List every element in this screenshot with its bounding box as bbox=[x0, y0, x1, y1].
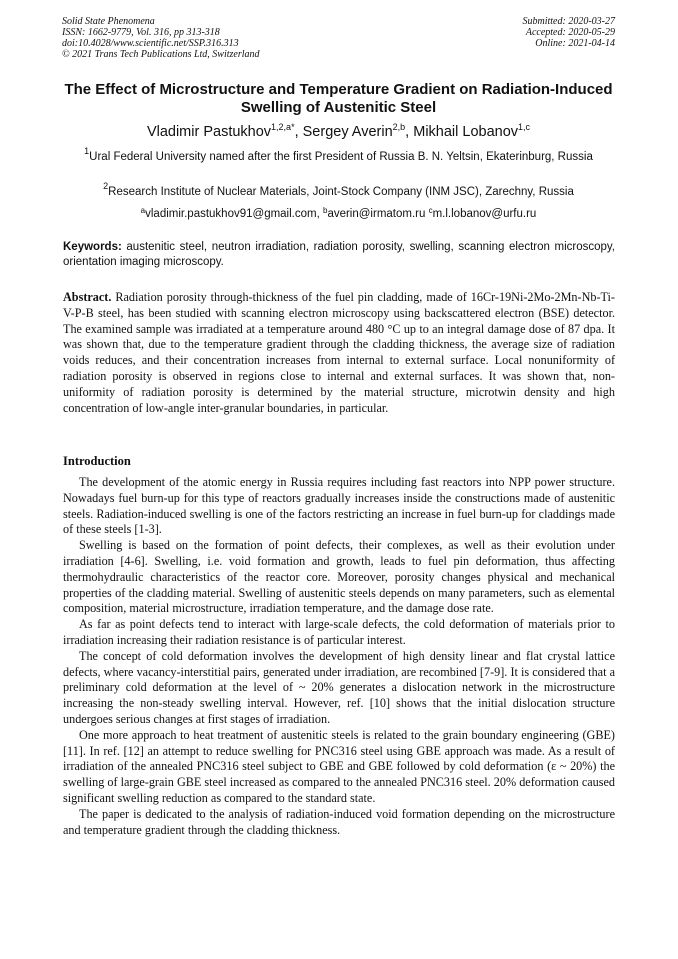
affiliation-text: Ural Federal University named after the first President of Russia B. N. Yeltsin, Ekaterinburg, Russia bbox=[89, 151, 593, 163]
paragraph: As far as point defects tend to interact with large-scale defects, the cold deformation of materials prior to irradiation increasing their radiation resistance is of particular interest. bbox=[63, 617, 615, 647]
affiliation-text: Research Institute of Nuclear Materials, Joint-Stock Company (INM JSC), Zarechny, Russia bbox=[108, 186, 574, 198]
author-superscript: 1,2,a* bbox=[271, 122, 295, 132]
abstract-section bbox=[63, 290, 615, 416]
introduction-heading: Introduction bbox=[63, 454, 131, 468]
keywords-section bbox=[63, 240, 615, 270]
paragraph: Swelling is based on the formation of point defects, their complexes, as well as their evolution under irradiation [4-6]. Swelling, i.e. void formation and growth, leads to fuel pin deformation, thus affecting thermohydraulic characteristics of the reactor core. Moreover, porosity changes physical and mechanical properties of the cladding material. Swelling of austenitic steels depends on many parameters, such as elemental composition, material microstructure, irradiation temperature, and the damage dose rate. bbox=[63, 538, 615, 616]
affiliation-superscript: 2 bbox=[103, 181, 109, 191]
issn-line: ISSN: 1662-9779, Vol. 316, pp 313-318 bbox=[62, 27, 220, 38]
online-date: Online: 2021-04-14 bbox=[535, 38, 615, 49]
author-separator: , bbox=[405, 124, 414, 140]
journal-header bbox=[62, 16, 362, 60]
keywords-text: austenitic steel, neutron irradiation, radiation porosity, swelling, scanning electron microscopy, orientation imaging microscopy. bbox=[63, 241, 615, 268]
author-separator: , bbox=[294, 124, 303, 140]
abstract-label: Abstract. bbox=[63, 290, 112, 304]
abstract-text: Radiation porosity through-thickness of the fuel pin cladding, made of 16Cr-19Ni-2Mo-2Mn-Nb-Ti-V-P-B steel, has been studied with scanning electron microscopy using backscattered electron (BSE) detector. The examined sample was irradiated at a temperature around 480 °C up to an integral damage dose of 87 dpa. It was shown that, due to the temperature gradient through the cladding thickness, the average size of radiation voids reduces, and their concentration increases from internal to external surface. Local nonuniformity of radiation porosity is observed in regions close to internal and external surfaces. It was shown that, non-uniformity of radiation porosity is determined by the material structure, microtwin density and high concentration of low-angle inter-granular boundaries, in particular. bbox=[63, 290, 615, 415]
author-name: Mikhail Lobanov bbox=[413, 124, 519, 140]
email-superscript: c bbox=[428, 206, 433, 215]
paragraph: The paper is dedicated to the analysis of radiation-induced void formation depending on the microstructure and temperature gradient through the cladding thickness. bbox=[63, 806, 615, 837]
email-superscript: b bbox=[322, 206, 328, 215]
paragraph: The development of the atomic energy in Russia requires including fast reactors into NPP power structure. Nowadays fuel burn-up for this type of reactors gradually increases inside the constructions made of austenitic steels. Radiation-induced swelling is one of the factors restricting an increase in fuel burn-up for claddings made of these steels [1-3]. bbox=[63, 475, 615, 537]
paragraph: The concept of cold deformation involves the development of high density linear and flat crystal lattice defects, where vacancy-interstitial pairs, generated under irradiation, are recombined [7-9]. It is considered that a preliminary cold deformation at the level of ~ 20% generates a dislocation network in the microstructure increasing the non-steady swelling interval. However, ref. [10] shows that the initial dislocation structure undergoes serious changes at first stages of irradiation. bbox=[63, 648, 615, 726]
introduction-body bbox=[63, 475, 615, 838]
copyright-line: © 2021 Trans Tech Publications Ltd, Switzerland bbox=[62, 49, 260, 60]
email-address[interactable]: m.l.lobanov@urfu.ru bbox=[432, 208, 537, 220]
journal-name: Solid State Phenomena bbox=[62, 16, 155, 27]
author-name: Sergey Averin bbox=[302, 124, 393, 140]
email-superscript: a bbox=[140, 206, 146, 215]
paragraph: One more approach to heat treatment of austenitic steels is related to the grain boundary engineering (GBE) [11]. In ref. [12] an attempt to reduce swelling for PNC316 steel using GBE approach was made. As a result of irradiation of the annealed PNC316 steel subject to GBE and GBE followed by cold deformation (ε ~ 20%) the swelling of large-grain GBE steel increased as compared to the annealed PNC316 steel. 20% deformation caused significant swelling reduction as compared to the standard state. bbox=[63, 727, 615, 805]
affiliation-1 bbox=[62, 146, 615, 165]
accepted-date: Accepted: 2020-05-29 bbox=[525, 27, 615, 38]
submitted-date: Submitted: 2020-03-27 bbox=[522, 16, 615, 27]
paper-title: The Effect of Microstructure and Temperature Gradient on Radiation-Induced Swelling of Austenitic Steel bbox=[64, 81, 613, 116]
email-address[interactable]: averin@irmatom.ru bbox=[327, 208, 429, 220]
doi-line[interactable]: doi:10.4028/www.scientific.net/SSP.316.313 bbox=[62, 38, 239, 49]
author-superscript: 1,c bbox=[518, 122, 531, 132]
affiliation-2 bbox=[62, 181, 615, 200]
email-address[interactable]: vladimir.pastukhov91@gmail.com, bbox=[145, 208, 323, 220]
dates-header bbox=[415, 16, 615, 49]
author-superscript: 2,b bbox=[392, 122, 406, 132]
email-list bbox=[62, 207, 615, 221]
author-name: Vladimir Pastukhov bbox=[146, 124, 272, 140]
keywords-label: Keywords: bbox=[63, 241, 122, 253]
affiliation-superscript: 1 bbox=[84, 146, 90, 156]
author-list bbox=[62, 124, 615, 141]
